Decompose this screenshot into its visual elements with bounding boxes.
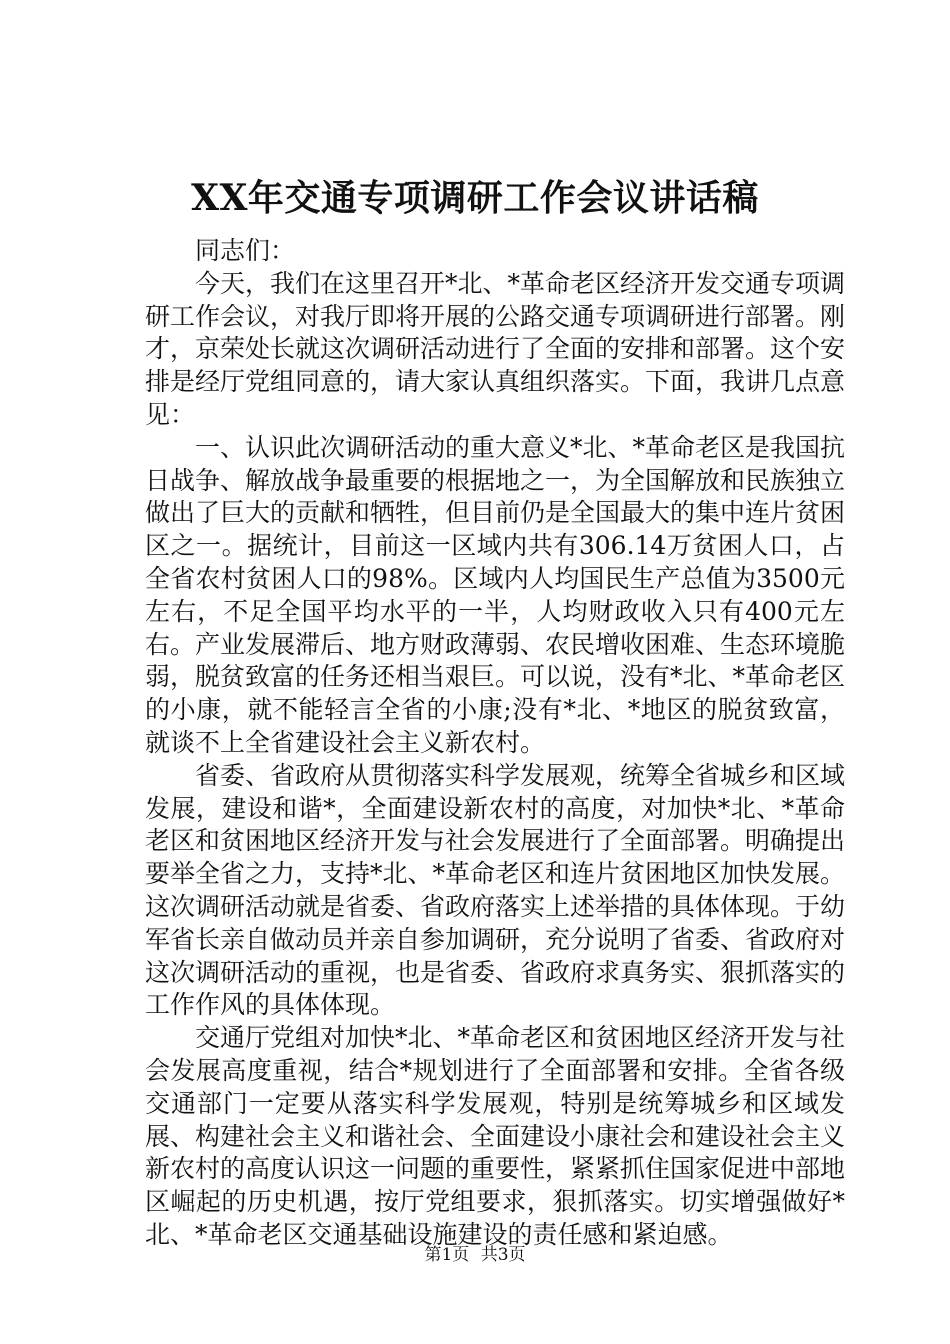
salutation-paragraph: 同志们： [195, 236, 296, 265]
document-body [145, 235, 845, 1252]
page-footer [0, 1244, 950, 1266]
transport-dept-paragraph: 交通厅党组对加快*北、*革命老区和贫困地区经济开发与社会发展高度重视，结合*规划进行了全面部署和安排。全省各级交通部门一定要从落实科学发展观，特别是统筹城乡和区域发展、构建社会主义和谐社会、全面建设小康社会和建设社会主义新农村的高度认识这一问题的重要性，紧紧抓住国家促进中部地区崛起的历史机遇，按厅党组要求，狠抓落实。切实增强做好*北、*革命老区交通基础设施建设的责任感和紧迫感。 [145, 1023, 846, 1249]
page-total: 共3页 [480, 1245, 526, 1265]
province-policy-paragraph: 省委、省政府从贯彻落实科学发展观，统筹全省城乡和区域发展，建设和谐*，全面建设新农村的高度，对加快*北、*革命老区和贫困地区经济开发与社会发展进行了全面部署。明确提出要举全省之力，支持*北、*革命老区和连片贫困地区加快发展。这次调研活动就是省委、省政府落实上述举措的具体体现。于幼军省长亲自做动员并亲自参加调研，充分说明了省委、省政府对这次调研活动的重视，也是省委、省政府求真务实、狠抓落实的工作作风的具体体现。 [145, 760, 846, 1020]
intro-paragraph: 今天，我们在这里召开*北、*革命老区经济开发交通专项调研工作会议，对我厅即将开展的公路交通专项调研进行部署。刚才，京荣处长就这次调研活动进行了全面的安排和部署。这个安排是经厅党组同意的，请大家认真组织落实。下面，我讲几点意见： [145, 268, 846, 429]
document-title: XX年交通专项调研工作会议讲话稿 [191, 177, 759, 219]
significance-paragraph: 一、认识此次调研活动的重大意义*北、*革命老区是我国抗日战争、解放战争最重要的根据地之一，为全国解放和民族独立做出了巨大的贡献和牺牲，但目前仍是全国最大的集中连片贫困区之一。据统计，目前这一区域内共有306.14万贫困人口，占全省农村贫困人口的98%。区域内人均国民生产总值为3500元左右，不足全国平均水平的一半，人均财政收入只有400元左右。产业发展滞后、地方财政薄弱、农民增收困难、生态环境脆弱，脱贫致富的任务还相当艰巨。可以说，没有*北、*革命老区的小康，就不能轻言全省的小康;没有*北、*地区的脱贫致富，就谈不上全省建设社会主义新农村。 [145, 432, 846, 757]
page-number: 第1页 [424, 1245, 470, 1265]
